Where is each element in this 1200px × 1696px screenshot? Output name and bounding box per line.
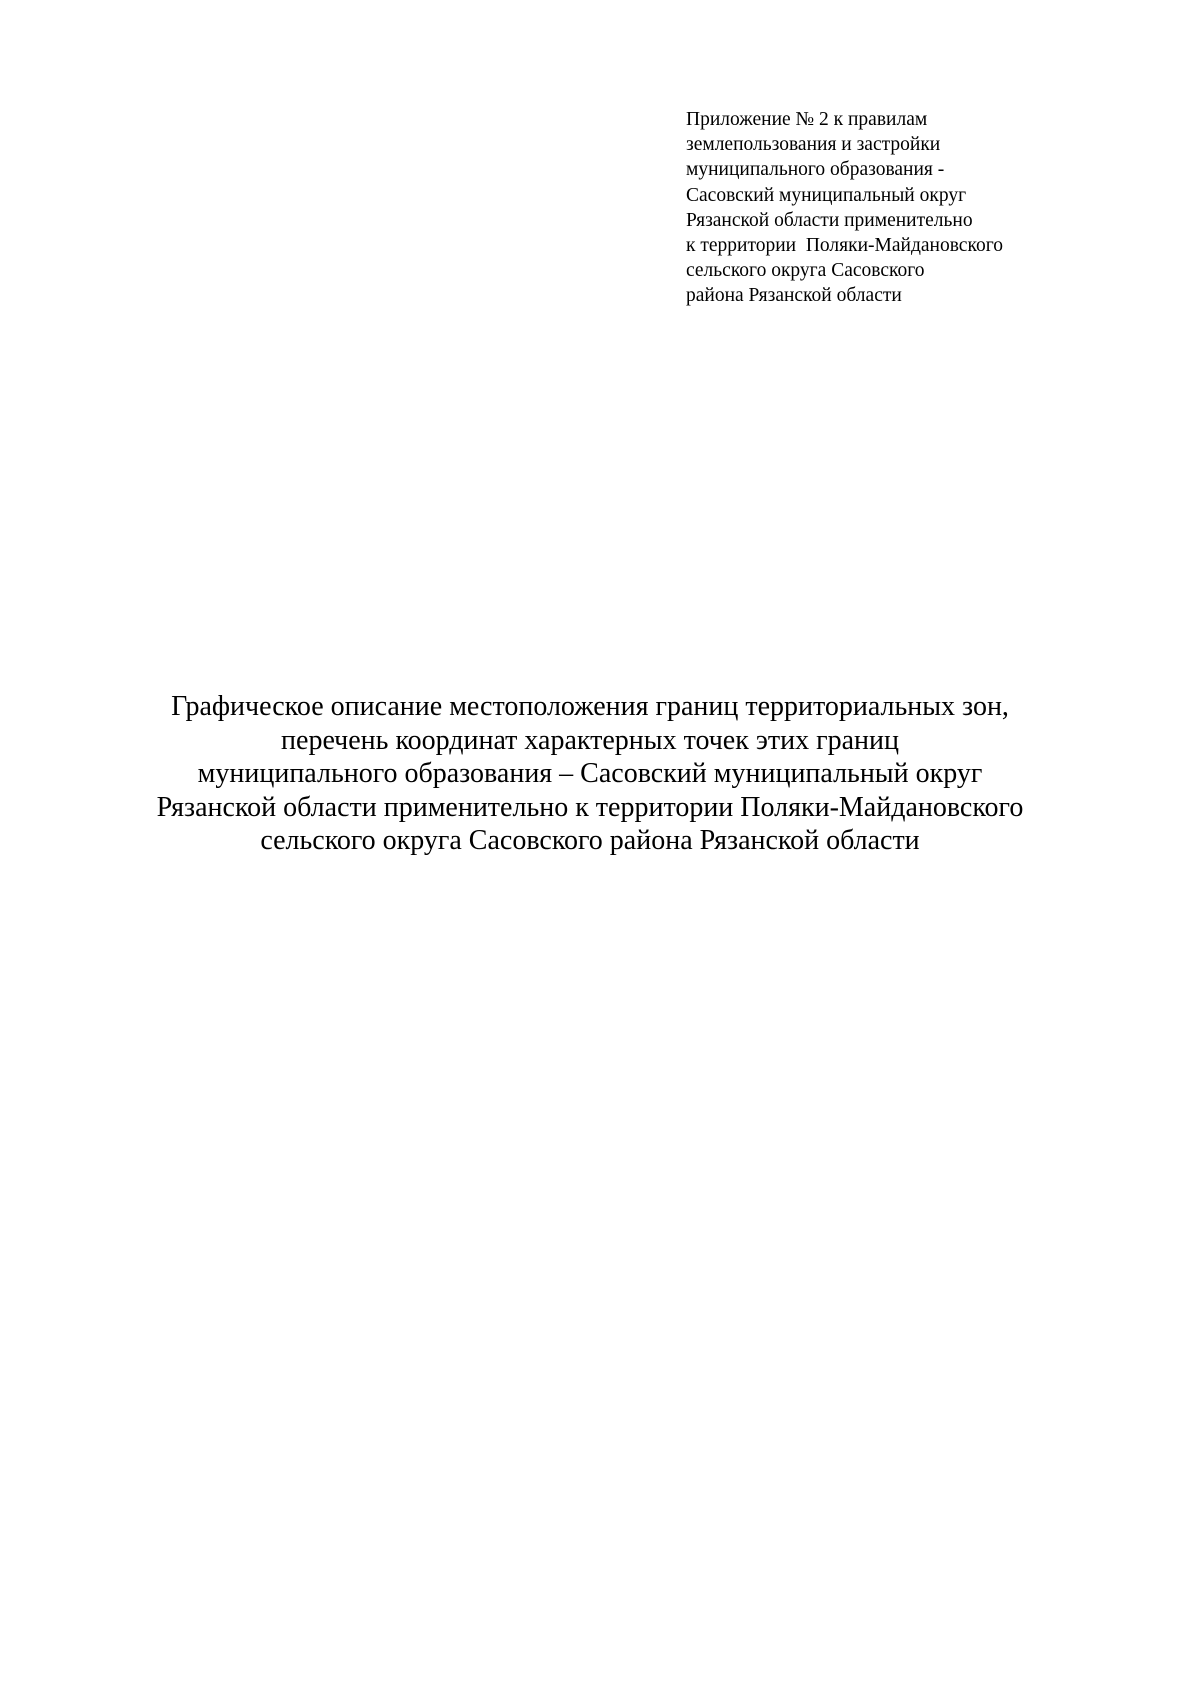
- appendix-line: землепользования и застройки: [686, 134, 941, 156]
- appendix-line: района Рязанской области: [686, 285, 902, 307]
- appendix-line: муниципального образования -: [686, 159, 945, 181]
- appendix-line: Приложение № 2 к правилам: [686, 109, 928, 130]
- title-line: Рязанской области применительно к территории Поляки-Майдановского: [156, 791, 1024, 823]
- appendix-line: сельского округа Сасовского: [686, 260, 925, 282]
- title-line: перечень координат характерных точек этих границ: [281, 724, 899, 756]
- title-line: Графическое описание местоположения границ территориальных зон,: [171, 691, 1009, 722]
- appendix-line: Сасовский муниципальный округ: [686, 184, 967, 206]
- appendix-note: [686, 107, 1106, 309]
- title-line: муниципального образования – Сасовский муниципальный округ: [197, 758, 983, 789]
- document-title: [100, 690, 1080, 858]
- appendix-line: Рязанской области применительно: [686, 209, 973, 231]
- title-line: сельского округа Сасовского района Рязанской области: [260, 825, 920, 856]
- appendix-line: к территории Поляки-Майдановского: [686, 235, 1003, 257]
